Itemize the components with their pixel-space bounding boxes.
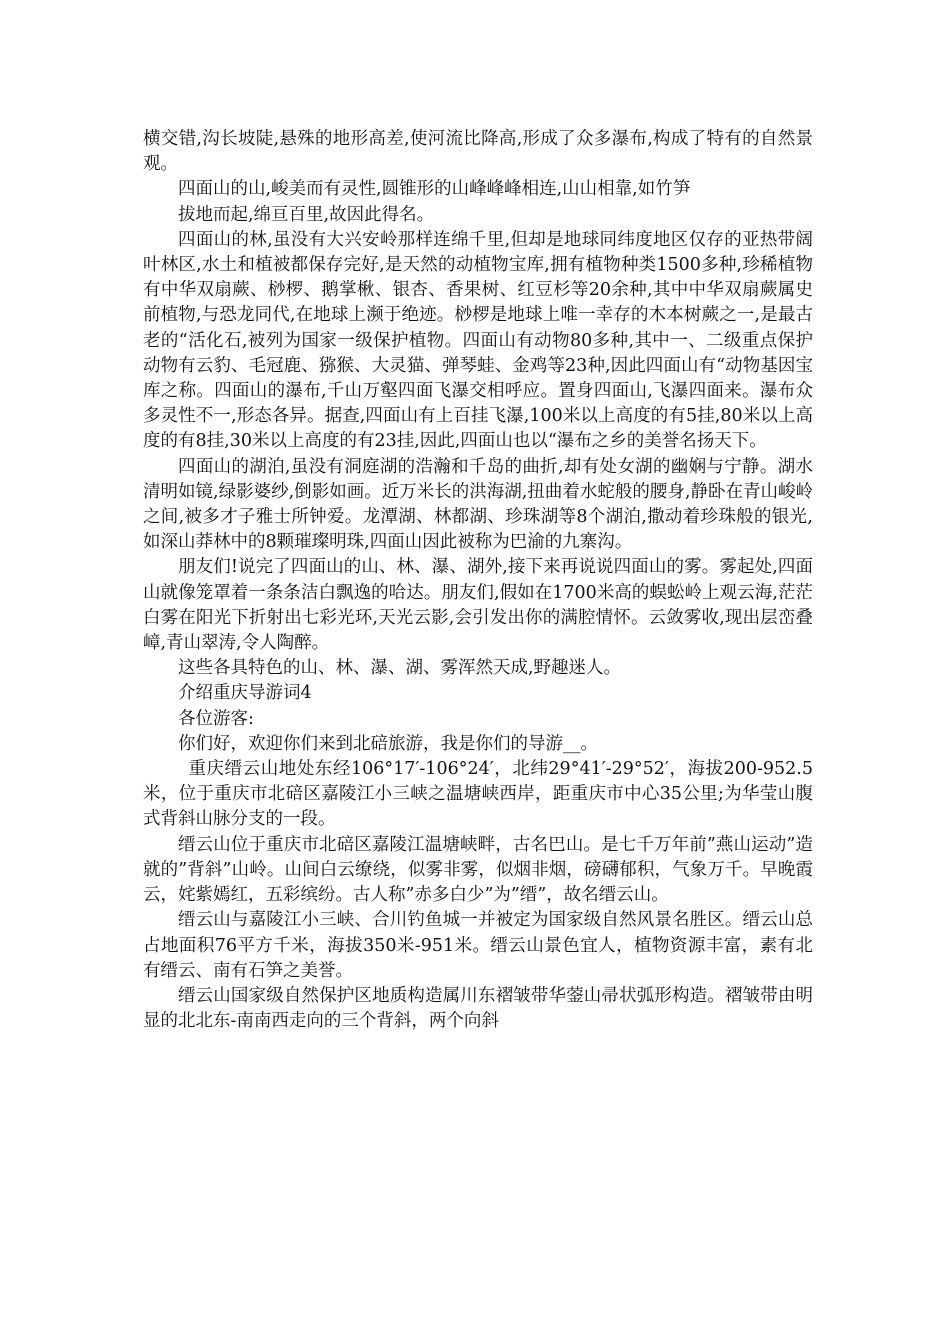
paragraph-welcome: 你们好，欢迎你们来到北碚旅游，我是你们的导游__。 [178, 733, 598, 754]
paragraph-jinyun-location: 重庆缙云山地处东经106°17′-106°24′，北纬29°41′-29°52′，海拔200-952.5米，位于重庆市北碚区嘉陵江小三峡之温塘峡西岸，距重庆市中心35公里;为华莹山腹式背斜山脉分支的一段。 [143, 759, 813, 830]
paragraph-jinyun-geology: 缙云山国家级自然保护区地质构造属川东褶皱带华蓥山帚状弧形构造。褶皱带由明显的北北东-南南西走向的三个背斜，两个向斜 [143, 985, 813, 1032]
paragraph-fog: 朋友们!说完了四面山的山、林、瀑、湖外,接下来再说说四面山的雾。雾起处,四面山就像笼罩着一条条洁白飘逸的哈达。朋友们,假如在1700米高的蜈蚣岭上观云海,茫茫白雾在阳光下折射出七彩光环,天光云影,会引发出你的满腔情怀。云敛雾收,现出层峦叠嶂,青山翠涛,令人陶醉。 [143, 557, 813, 654]
paragraph-waterfall-intro: 横交错,沟长坡陡,悬殊的地形高差,使河流比降高,形成了众多瀑布,构成了特有的自然景观。 [143, 129, 813, 175]
paragraph-lakes: 四面山的湖泊,虽没有洞庭湖的浩瀚和千岛的曲折,却有处女湖的幽娴与宁静。湖水清明如镜,绿影婆纱,倒影如画。近万米长的洪海湖,扭曲着水蛇般的腰身,静卧在青山峻岭之间,被多才子雅士所钟爱。龙潭湖、林都湖、珍珠湖等8个湖泊,撒动着珍珠般的银光,如深山莽林中的8颗璀璨明珠,四面山因此被称为巴渝的九寨沟。 [143, 456, 813, 553]
paragraph-jinyun-scenic: 缙云山与嘉陵江小三峡、合川钓鱼城一并被定为国家级自然风景名胜区。缙云山总占地面积76平方千米，海拔350米-951米。缙云山景色宜人，植物资源丰富，素有北有缙云、南有石笋之美誉。 [143, 910, 813, 981]
paragraph-greeting: 各位游客: [178, 708, 254, 729]
document-page [143, 127, 813, 1034]
paragraph-jinyun-name: 缙云山位于重庆市北碚区嘉陵江温塘峡畔，古名巴山。是七千万年前”燕山运动”造就的”背斜”山岭。山间白云缭绕，似雾非雾，似烟非烟，磅礴郁积，气象万千。早晚霞云，姹紫嫣红，五彩缤纷。古人称”赤多白少”为”缙”，故名缙云山。 [143, 834, 813, 906]
section-heading: 介绍重庆导游词4 [178, 683, 312, 704]
paragraph-summary: 这些各具特色的山、林、瀑、湖、雾浑然天成,野趣迷人。 [178, 658, 622, 679]
paragraph-mountains: 四面山的山,峻美而有灵性,圆锥形的山峰峰峰相连,山山相靠,如竹笋 [178, 179, 691, 200]
paragraph-mountains-cont: 拔地而起,绵亘百里,故因此得名。 [178, 204, 435, 225]
paragraph-forest: 四面山的林,虽没有大兴安岭那样连绵千里,但却是地球同纬度地区仅存的亚热带阔叶林区,水土和植被都保存完好,是天然的动植物宝库,拥有植物种类1500多种,珍稀植物有中华双扇蕨、桫椤、鹅掌楸、银杏、香果树、红豆杉等20余种,其中中华双扇蕨属史前植物,与恐龙同代,在地球上濒于绝迹。桫椤是地球上唯一幸存的木本树蕨之一,是最古老的“活化石,被列为国家一级保护植物。四面山有动物80多种,其中一、二级重点保护动物有云豹、毛冠鹿、猕猴、大灵猫、弹琴蛙、金鸡等23种,因此四面山有“动物基因宝库之称。四面山的瀑布,千山万壑四面飞瀑交相呼应。置身四面山,飞瀑四面来。瀑布众多灵性不一,形态各异。据查,四面山有上百挂飞瀑,100米以上高度的有5挂,80米以上高度的有8挂,30米以上高度的有23挂,因此,四面山也以“瀑布之乡的美誉名扬天下。 [143, 229, 813, 452]
